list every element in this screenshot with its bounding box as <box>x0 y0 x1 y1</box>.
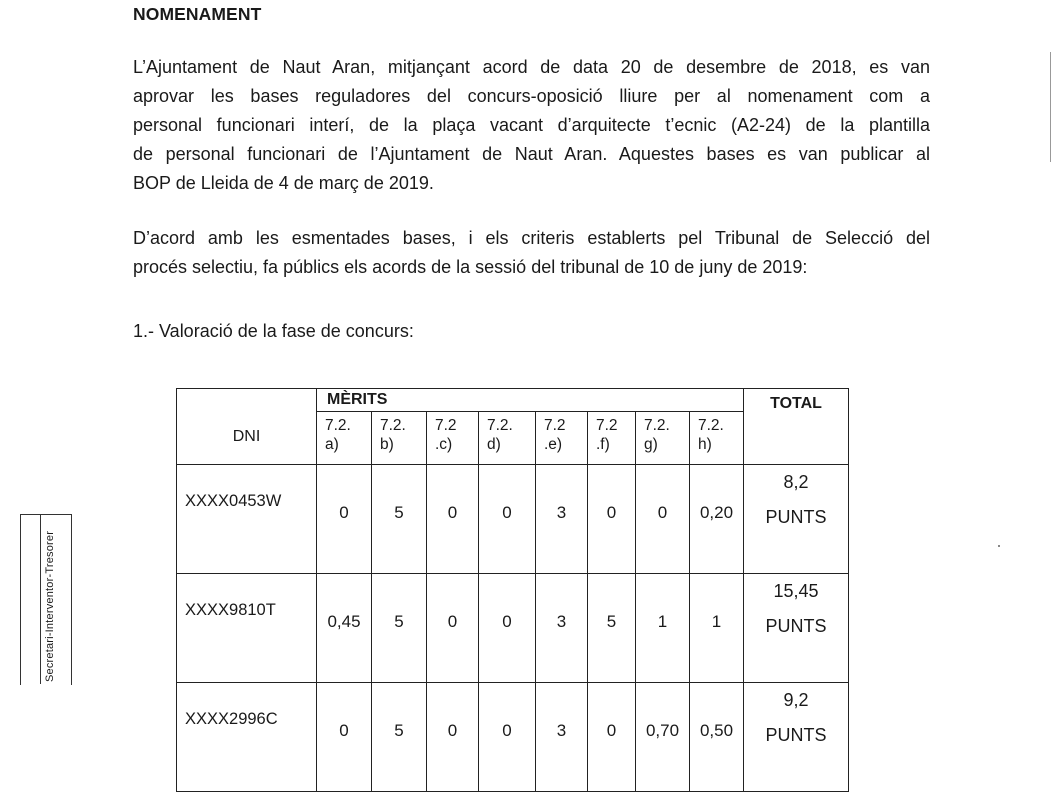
merit-value: 0,50 <box>690 683 744 792</box>
total-unit: PUNTS <box>765 616 827 636</box>
total-cell <box>744 683 849 792</box>
header-merit-b: 7.2. b) <box>372 412 427 465</box>
dni-cell: XXXX0453W <box>177 465 317 574</box>
header-merit-c: 7.2 .c) <box>427 412 479 465</box>
paragraph-line: L’Ajuntament de Naut Aran, mitjançant acord de data 20 de desembre de 2018, es van <box>133 57 930 77</box>
total-unit: PUNTS <box>765 507 827 527</box>
scan-edge-mark <box>1050 52 1051 162</box>
merit-value: 5 <box>372 465 427 574</box>
heading-line-cut <box>133 0 933 4</box>
header-merit-g: 7.2. g) <box>636 412 690 465</box>
merit-value: 1 <box>690 574 744 683</box>
merit-value: 0 <box>588 683 636 792</box>
heading-line: NOMENAMENT <box>133 4 262 24</box>
merit-value: 0 <box>427 683 479 792</box>
merit-value: 0 <box>317 465 372 574</box>
header-merits: MÈRITS <box>317 389 744 412</box>
header-total: TOTAL <box>744 389 849 465</box>
total-value: 15,45 <box>773 581 819 601</box>
signature-stamp-text: Secretari-Interventor-Tresorer <box>44 530 56 682</box>
merit-value: 0 <box>427 574 479 683</box>
table-row <box>177 465 849 574</box>
merit-value: 0,70 <box>636 683 690 792</box>
header-merit-h: 7.2. h) <box>690 412 744 465</box>
merit-value: 0 <box>479 574 536 683</box>
header-merit-d: 7.2. d) <box>479 412 536 465</box>
paragraph-line: D’acord amb les esmentades bases, i els criteris establerts pel Tribunal de Selecció del <box>133 228 930 248</box>
merit-value: 5 <box>588 574 636 683</box>
total-value: 9,2 <box>783 690 809 710</box>
paragraph-line: personal funcionari interí, de la plaça vacant d’arquitecte t’ecnic (A2-24) de la plantilla <box>133 115 930 135</box>
dni-cell: XXXX2996C <box>177 683 317 792</box>
header-merit-a: 7.2. a) <box>317 412 372 465</box>
merit-value: 0 <box>317 683 372 792</box>
header-merit-e: 7.2 .e) <box>536 412 588 465</box>
merits-table <box>176 388 849 792</box>
merit-value: 0 <box>588 465 636 574</box>
total-cell <box>744 465 849 574</box>
merit-value: 0 <box>479 683 536 792</box>
total-cell <box>744 574 849 683</box>
table-row <box>177 683 849 792</box>
header-merit-f: 7.2 .f) <box>588 412 636 465</box>
merit-value: 0,20 <box>690 465 744 574</box>
dni-cell: XXXX9810T <box>177 574 317 683</box>
merit-value: 3 <box>536 683 588 792</box>
merit-value: 5 <box>372 574 427 683</box>
merit-value: 0,45 <box>317 574 372 683</box>
paragraph-line: de personal funcionari de l’Ajuntament de Naut Aran. Aquestes bases es van publicar al <box>133 144 930 164</box>
paragraph-line: aprovar les bases reguladores del concurs-oposició lliure per al nomenament com a <box>133 86 930 106</box>
header-dni: DNI <box>177 389 317 465</box>
scan-speck <box>998 545 1000 547</box>
document-heading <box>133 0 933 25</box>
total-value: 8,2 <box>783 472 809 492</box>
merit-value: 3 <box>536 465 588 574</box>
merit-value: 0 <box>479 465 536 574</box>
merit-value: 5 <box>372 683 427 792</box>
merit-value: 0 <box>636 465 690 574</box>
table-header-row <box>177 389 849 412</box>
merit-value: 1 <box>636 574 690 683</box>
intro-paragraph <box>133 53 930 198</box>
total-unit: PUNTS <box>765 725 827 745</box>
stamp-divider <box>40 514 41 684</box>
section-title: 1.- Valoració de la fase de concurs: <box>133 321 414 341</box>
agreement-paragraph <box>133 224 930 282</box>
table-row <box>177 574 849 683</box>
paragraph-line: BOP de Lleida de 4 de març de 2019. <box>133 173 434 193</box>
paragraph-line: procés selectiu, fa públics els acords de la sessió del tribunal de 10 de juny de 2019: <box>133 257 808 277</box>
merit-value: 3 <box>536 574 588 683</box>
merit-value: 0 <box>427 465 479 574</box>
